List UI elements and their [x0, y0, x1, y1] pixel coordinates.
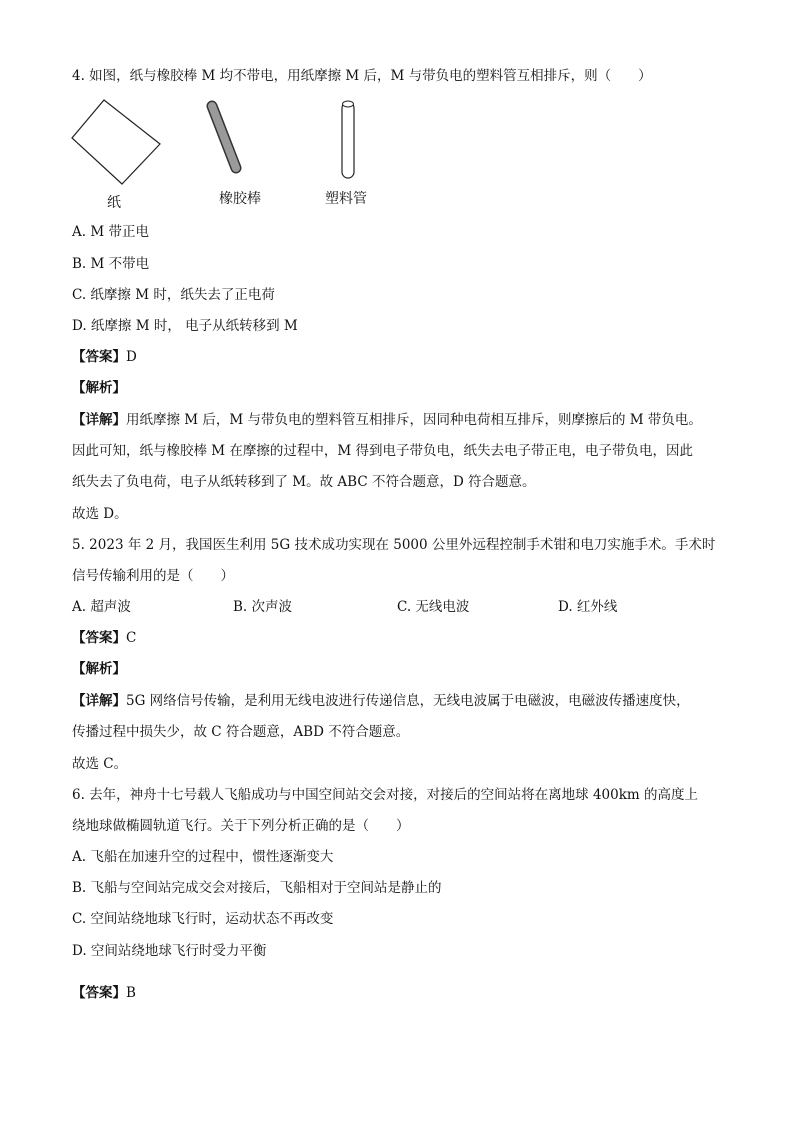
q4-analysis-tag: 【解析】 — [72, 380, 126, 396]
q6-option-a: A. 飞船在加速升空的过程中，惯性逐渐变大 — [72, 849, 334, 865]
q4-option-c: C. 纸摩擦 M 时，纸失去了正电荷 — [72, 287, 275, 303]
rubber-rod-label: 橡胶棒 — [219, 191, 261, 207]
q5-option-b: B. 次声波 — [233, 599, 293, 615]
plastic-tube-label: 塑料管 — [325, 191, 367, 207]
q4-option-d: D. 纸摩擦 M 时， 电子从纸转移到 M — [72, 318, 298, 334]
answer-tag: 【答案】 — [72, 630, 126, 646]
detail-tag: 【详解】 — [72, 693, 126, 709]
answer-value: B — [126, 985, 136, 1001]
q6-option-d: D. 空间站绕地球飞行时受力平衡 — [72, 943, 267, 959]
q4-option-a: A. M 带正电 — [72, 224, 149, 240]
q5-answer — [72, 628, 136, 648]
q5-conclusion: 故选 C。 — [72, 756, 128, 772]
answer-value: C — [126, 630, 137, 646]
answer-tag: 【答案】 — [72, 349, 126, 365]
answer-value: D — [126, 349, 137, 365]
q4-detail-2: 因此可知，纸与橡胶棒 M 在摩擦的过程中，M 得到电子带负电，纸失去电子带正电，电子带负电，因此 — [72, 443, 694, 459]
detail-text: 用纸摩擦 M 后，M 与带负电的塑料管互相排斥，因同种电荷相互排斥，则摩擦后的 M 带负电。 — [126, 412, 702, 428]
q5-option-a: A. 超声波 — [72, 599, 131, 615]
q5-stem-2: 信号传输利用的是（ ） — [72, 568, 234, 584]
q5-analysis-tag: 【解析】 — [72, 661, 126, 677]
detail-tag: 【详解】 — [72, 412, 126, 428]
q5-detail-2: 传播过程中损失少，故 C 符合题意，ABD 不符合题意。 — [72, 724, 410, 740]
paper-label: 纸 — [107, 195, 121, 211]
plastic-tube-shape — [342, 102, 354, 178]
q4-option-b: B. M 不带电 — [72, 256, 150, 272]
q5-options — [72, 597, 617, 617]
q5-detail-1 — [72, 691, 690, 711]
q4-stem: 4. 如图，纸与橡胶棒 M 均不带电，用纸摩擦 M 后，M 与带负电的塑料管互相排斥，则（ ） — [72, 68, 652, 84]
q4-detail-1 — [72, 410, 702, 430]
answer-tag: 【答案】 — [72, 985, 126, 1001]
q6-stem-1: 6. 去年，神舟十七号载人飞船成功与中国空间站交会对接，对接后的空间站将在离地球 400km 的高度上 — [72, 787, 699, 803]
q6-answer — [72, 983, 136, 1003]
q4-figure — [66, 92, 376, 192]
q5-option-c: C. 无线电波 — [397, 599, 470, 615]
q5-stem-1: 5. 2023 年 2 月，我国医生利用 5G 技术成功实现在 5000 公里外远程控制手术钳和电刀实施手术。手术时 — [72, 537, 716, 553]
q6-option-b: B. 飞船与空间站完成交会对接后，飞船相对于空间站是静止的 — [72, 880, 442, 896]
q6-option-c: C. 空间站绕地球飞行时，运动状态不再改变 — [72, 911, 334, 927]
detail-text: 5G 网络信号传输，是利用无线电波进行传递信息，无线电波属于电磁波，电磁波传播速度快， — [126, 693, 690, 709]
q6-stem-2: 绕地球做椭圆轨道飞行。关于下列分析正确的是（ ） — [72, 818, 410, 834]
q4-conclusion: 故选 D。 — [72, 506, 128, 522]
paper-shape — [72, 100, 160, 184]
q4-answer — [72, 347, 137, 367]
q4-detail-3: 纸失去了负电荷，电子从纸转移到了 M。故 ABC 不符合题意，D 符合题意。 — [72, 474, 536, 490]
q5-option-d: D. 红外线 — [558, 599, 618, 615]
